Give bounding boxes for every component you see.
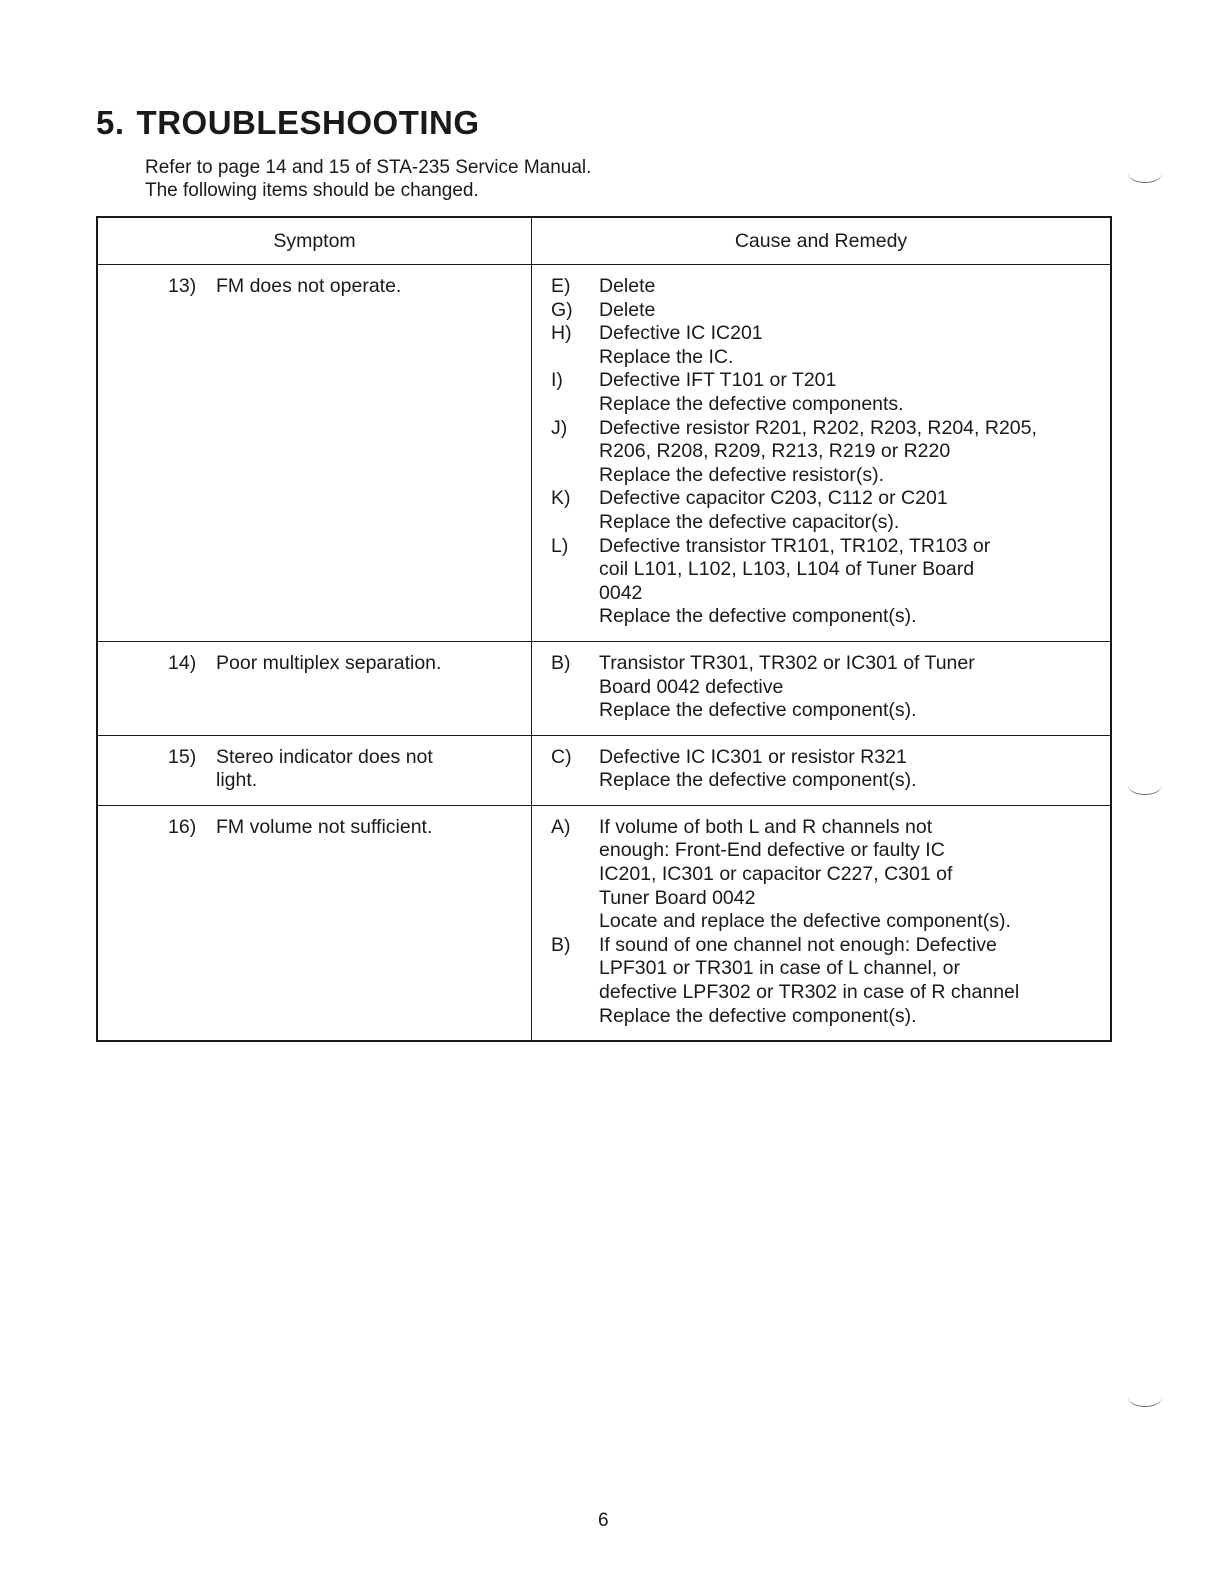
cause-item <box>551 417 1100 488</box>
symptom-number: 14) <box>168 651 197 674</box>
cause-key: K) <box>551 487 571 510</box>
cause-key: L) <box>551 534 569 557</box>
cause-text <box>599 369 904 416</box>
cause-key: H) <box>551 322 572 345</box>
troubleshooting-table <box>96 216 1112 1042</box>
table-header-row <box>97 217 1111 265</box>
binder-hole-mark <box>1128 1388 1162 1407</box>
cause-line: Defective resistor R201, R202, R203, R204, R205, <box>599 416 1037 439</box>
page-heading <box>96 104 480 142</box>
cause-line: IC201, IC301 or capacitor C227, C301 of <box>599 863 953 886</box>
cause-remedy-cell <box>532 805 1112 1041</box>
table-row <box>97 805 1111 1041</box>
symptom-cell <box>97 735 532 805</box>
symptom-line: Poor multiplex separation. <box>216 651 442 674</box>
cause-line: Tuner Board 0042 <box>599 886 756 909</box>
cause-line: 0042 <box>599 581 643 604</box>
cause-key: C) <box>551 745 572 768</box>
cause-line: Defective transistor TR101, TR102, TR103 or <box>599 534 991 557</box>
page-number: 6 <box>598 1510 609 1531</box>
cause-text <box>599 535 990 629</box>
cause-line: Locate and replace the defective component(s). <box>599 910 1011 933</box>
cause-line: Replace the defective component(s). <box>599 1004 917 1027</box>
cause-text <box>599 816 1011 934</box>
symptom-cell <box>97 805 532 1041</box>
heading-title: TROUBLESHOOTING <box>136 104 480 141</box>
symptom-item <box>168 652 523 676</box>
cause-text <box>599 275 655 299</box>
cause-line: defective LPF302 or TR302 in case of R channel <box>599 981 1020 1004</box>
cause-line: Replace the defective component(s). <box>599 605 917 628</box>
cause-item <box>551 816 1100 934</box>
binder-hole-mark <box>1128 776 1162 795</box>
cause-text <box>599 934 1019 1028</box>
cause-remedy-cell <box>532 265 1112 642</box>
symptom-item <box>168 275 523 299</box>
cause-item <box>551 934 1100 1028</box>
cause-remedy-cell <box>532 641 1112 735</box>
cause-line: Defective capacitor C203, C112 or C201 <box>599 487 948 510</box>
cause-key: E) <box>551 275 571 297</box>
intro-line: Refer to page 14 and 15 of STA-235 Service Manual. <box>145 157 592 178</box>
cause-line: If sound of one channel not enough: Defective <box>599 933 997 956</box>
cause-line: Delete <box>599 275 656 297</box>
symptom-line: FM does not operate. <box>216 275 402 297</box>
cause-remedy-cell <box>532 735 1112 805</box>
heading-number: 5. <box>96 104 125 141</box>
cause-line: Replace the IC. <box>599 345 734 368</box>
table-row <box>97 641 1111 735</box>
symptom-text <box>216 652 441 676</box>
cause-item <box>551 487 1100 534</box>
cause-item <box>551 369 1100 416</box>
cause-item <box>551 746 1100 793</box>
cause-text <box>599 299 655 323</box>
cause-item <box>551 535 1100 629</box>
cause-item <box>551 322 1100 369</box>
header-cause-remedy: Cause and Remedy <box>532 217 1112 265</box>
intro-line: The following items should be changed. <box>145 180 479 201</box>
cause-text <box>599 417 1037 488</box>
cause-item <box>551 299 1100 323</box>
cause-line: If volume of both L and R channels not <box>599 815 933 838</box>
symptom-number: 15) <box>168 745 197 768</box>
cause-line: Replace the defective resistor(s). <box>599 463 885 486</box>
cause-line: Replace the defective component(s). <box>599 699 917 722</box>
cause-line: LPF301 or TR301 in case of L channel, or <box>599 957 960 980</box>
symptom-number: 16) <box>168 815 197 838</box>
cause-item <box>551 652 1100 723</box>
symptom-cell <box>97 265 532 642</box>
symptom-line: FM volume not sufficient. <box>216 815 433 838</box>
cause-line: Defective IC IC201 <box>599 322 763 345</box>
cause-line: Transistor TR301, TR302 or IC301 of Tuner <box>599 651 975 674</box>
cause-line: Defective IFT T101 or T201 <box>599 369 837 392</box>
cause-text <box>599 487 948 534</box>
table-row <box>97 265 1111 642</box>
cause-line: coil L101, L102, L103, L104 of Tuner Board <box>599 558 975 581</box>
symptom-text <box>216 275 401 299</box>
cause-text <box>599 652 975 723</box>
cause-line: Board 0042 defective <box>599 675 784 698</box>
cause-line: enough: Front-End defective or faulty IC <box>599 839 945 862</box>
symptom-number: 13) <box>168 275 197 297</box>
symptom-line: light. <box>216 769 258 792</box>
header-symptom: Symptom <box>97 217 532 265</box>
intro-text <box>145 156 591 202</box>
cause-key: I) <box>551 369 563 392</box>
cause-line: Defective IC IC301 or resistor R321 <box>599 745 907 768</box>
symptom-line: Stereo indicator does not <box>216 745 433 768</box>
cause-text <box>599 746 917 793</box>
cause-key: G) <box>551 298 573 321</box>
cause-line: Replace the defective component(s). <box>599 769 917 792</box>
cause-key: A) <box>551 815 571 838</box>
cause-line: Delete <box>599 298 656 321</box>
cause-line: Replace the defective components. <box>599 392 904 415</box>
table-row <box>97 735 1111 805</box>
cause-text <box>599 322 763 369</box>
symptom-text <box>216 816 432 840</box>
symptom-item <box>168 746 523 793</box>
binder-hole-mark <box>1128 164 1162 183</box>
cause-line: Replace the defective capacitor(s). <box>599 510 900 533</box>
cause-line: R206, R208, R209, R213, R219 or R220 <box>599 440 951 463</box>
symptom-cell <box>97 641 532 735</box>
cause-key: J) <box>551 416 568 439</box>
cause-key: B) <box>551 651 571 674</box>
cause-key: B) <box>551 933 571 956</box>
cause-item <box>551 275 1100 299</box>
symptom-text <box>216 746 433 793</box>
symptom-item <box>168 816 523 840</box>
